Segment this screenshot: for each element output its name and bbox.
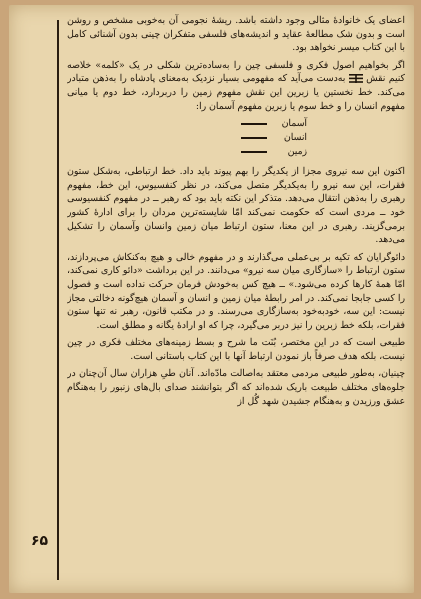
paragraph-6: چینیان، به‌طور طبیعی مردمی معتقد به‌اصالت مادّه‌اند. آنان طیِ هزاران سال آن‌چنان در جلوه‌های مختلف طبیعت باریک شده‌اند که اگر بتوانشند صدای بال‌های زنبور را به‌هنگام عشق ورزیدن و به‌هنگام جشیدن شهد گُل از [67, 368, 405, 407]
king-glyph-icon [349, 74, 363, 83]
paragraph-1: اعضای یک خانوادهٔ مثالی وجود داشته باشد. ریشهٔ نجومی آن به‌خوبی مشخص و روشن است و بدون شک مطالعهٔ عقاید و اندیشه‌های فلسفی متفکران چینی بدون آشنائی کامل با این کتاب میسر نخواهد بود. [67, 15, 405, 54]
book-page [9, 5, 414, 593]
trigram-diagram [67, 117, 405, 159]
paragraph-5: طبیعی است که در این مختصر، بُنَت ما شرح و بسط زمینه‌های مختلف فکری در چین نیست، بلکه هدف صرفاً باز نمودن ارتباط آنها با این کتاب باستانی است. [67, 337, 405, 362]
trigram-line-sky [241, 123, 267, 125]
trigram-label-human: انسان [283, 132, 307, 144]
margin-rule [57, 20, 59, 580]
trigram-label-earth: زمین [287, 146, 307, 158]
trigram-label-sky: آسمان [281, 118, 307, 130]
page-number: ۶۵ [31, 533, 49, 549]
trigram-line-human [241, 137, 267, 139]
trigram-row-sky [67, 117, 405, 131]
paragraph-2-start: اگر بخواهیم اصول فکری و فلسفی چین را به‌ساده‌ترین شکلی در یک «کلمه» خلاصه کنیم نقش [67, 59, 405, 85]
paragraph-3: اکنون این سه نیروی مجزا از یکدیگر را بهم پیوند باید داد. خط ارتباطی، به‌شکل ستون فقرات، این سه نیرو را به‌یکدیگر متصل می‌کند، در نظر کنفسیوس، این خط، مفهوم رهبری را به‌ذهن انتقال می‌دهد. متذکر این نکته باید بود که رهبر ــ در مفهوم کنفسیوسی خود ــ مردی است که حکومت نمی‌کند امّا شایسته‌ترین مردان را برای ادارهٔ کشور برمی‌گزیند. رهبری در این معنا، ستون ارتباط میان زمین وانسان وآسمان را تشکیل می‌دهد. [67, 166, 405, 246]
paragraph-2-end: به‌دست می‌آید که مفهومی بسیار نزدیک به‌معنای پادشاه را به‌ذهن متبادر می‌کند. خط نخستین یا زبرین این نقش مفهوم زمین را دربردارد، خط دوم یا میانی مفهوم انسان را و خط سوم یا زبرین مفهوم آسمان را: [67, 73, 405, 112]
paragraph-2 [67, 59, 405, 113]
paragraph-4: دائوگرایان که تکیه بر بی‌عملی می‌گذارند و در مفهوم خالی و هیچ به‌کنکاش می‌پردازند، ستون ارتباط را «سازگاری میان سه نیرو» می‌دانند. در این برداشت «دائو کاری نمی‌کند، امّا همهٔ کارها کرده می‌شود.» ــ هیچ کس به‌خودش فرمان حرکت نداده است و فصول را کسی جابجا نمی‌کند. در امر رابطهٔ میان زمین و انسان و آسمان هیچ‌گونه دخالتی مجاز نیست: این سه، خودبه‌خود به‌سازگاری می‌رسند. و در مکتب قانون، رهبر نه تنها ستون فقرات، بلکه خط زبرین را نیز دربر می‌گیرد، چرا که او ارادهٔ یگانه و مطلق است. [67, 251, 405, 331]
trigram-line-earth [241, 151, 267, 153]
trigram-row-human [67, 131, 405, 145]
page-body [67, 14, 405, 562]
trigram-row-earth [67, 145, 405, 159]
